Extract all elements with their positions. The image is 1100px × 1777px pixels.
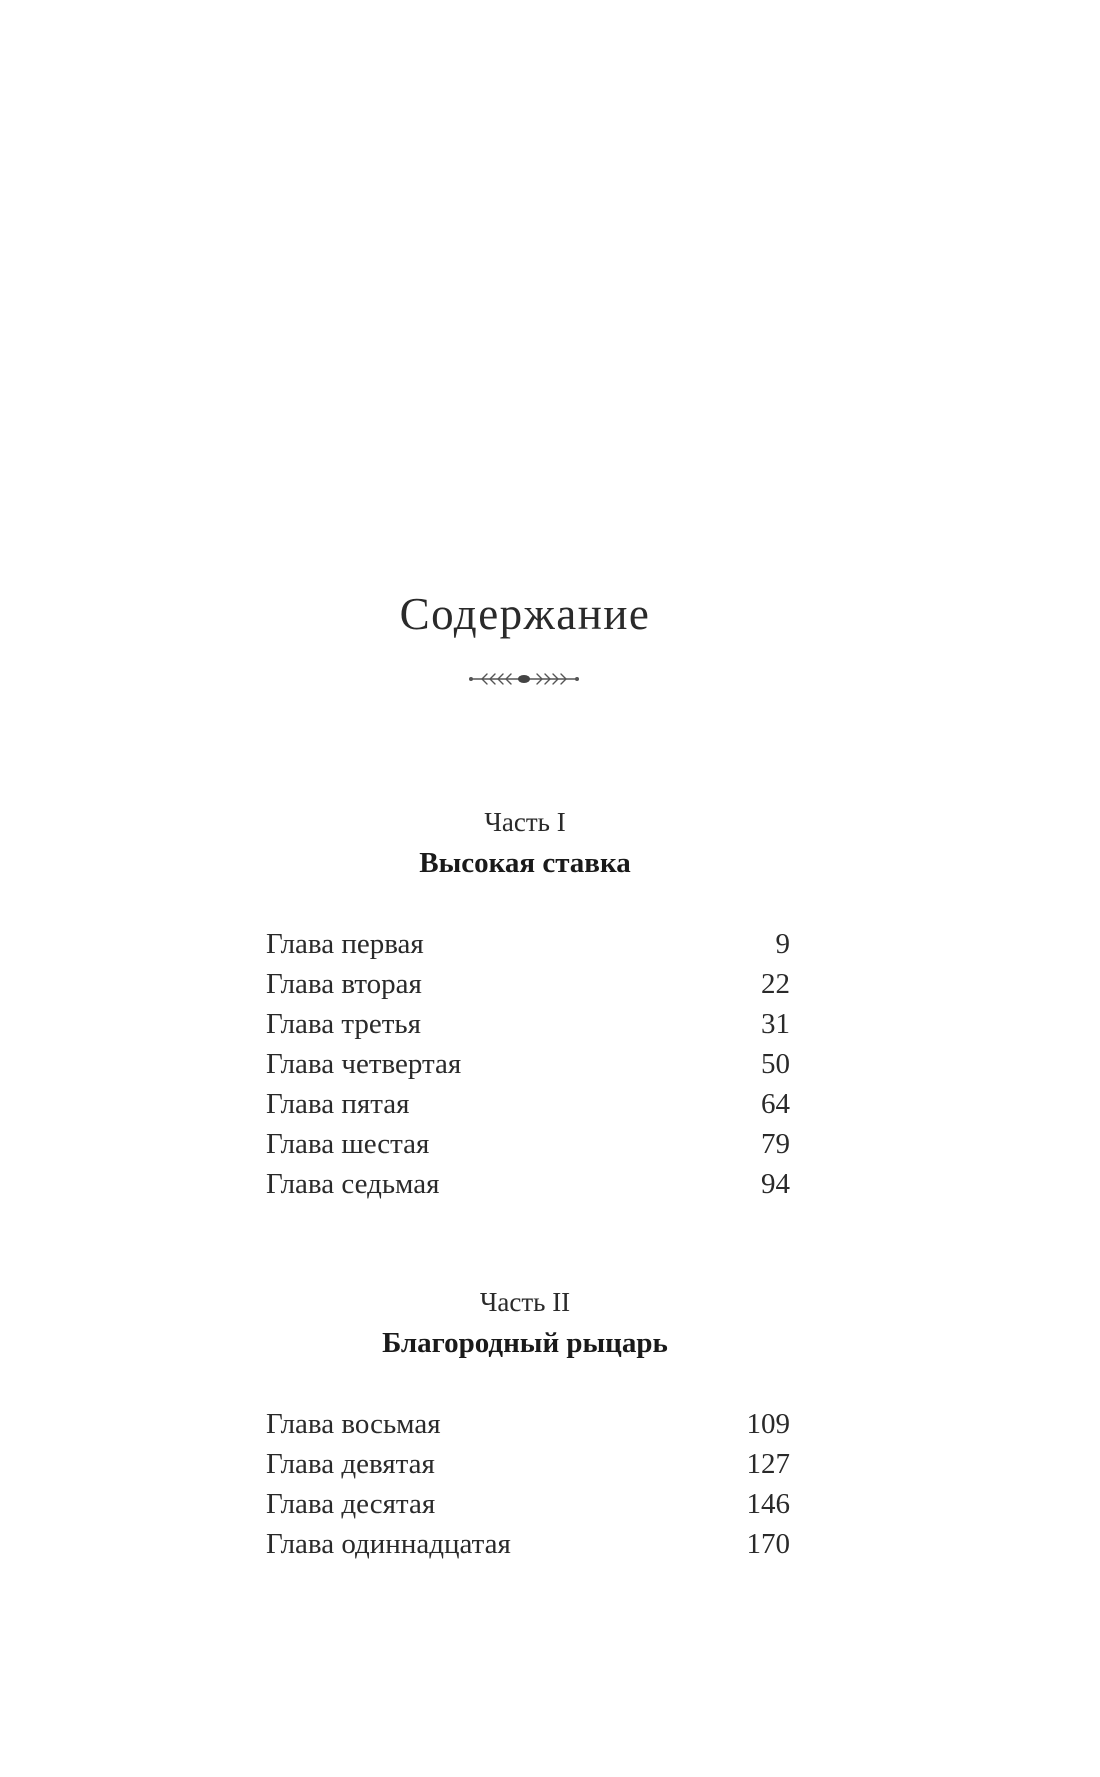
part-1-chapter-list — [266, 924, 790, 1204]
page-title: Содержание — [399, 589, 651, 639]
page-number: 94 — [761, 1168, 790, 1200]
toc-entry[interactable] — [266, 1124, 790, 1164]
chapter-title: Глава пятая — [266, 1088, 410, 1120]
toc-entry[interactable] — [266, 1004, 790, 1044]
page-number: 31 — [761, 1008, 790, 1040]
part-2-label: Часть II — [479, 1287, 571, 1317]
part-2-chapter-list — [266, 1404, 790, 1564]
toc-entry[interactable] — [266, 1484, 790, 1524]
chapter-title: Глава одиннадцатая — [266, 1528, 511, 1560]
toc-entry[interactable] — [266, 1084, 790, 1124]
leaf-vine-divider-icon — [468, 668, 580, 690]
toc-entry[interactable] — [266, 1164, 790, 1204]
toc-entry[interactable] — [266, 1444, 790, 1484]
chapter-title: Глава десятая — [266, 1488, 436, 1520]
chapter-title: Глава четвертая — [266, 1048, 462, 1080]
page-number: 127 — [746, 1448, 790, 1480]
chapter-title: Глава девятая — [266, 1448, 435, 1480]
page-number: 170 — [746, 1528, 790, 1560]
toc-entry[interactable] — [266, 924, 790, 964]
toc-entry[interactable] — [266, 1044, 790, 1084]
chapter-title: Глава седьмая — [266, 1168, 440, 1200]
page-number: 50 — [761, 1048, 790, 1080]
page-number: 9 — [775, 928, 790, 960]
part-1-title: Высокая ставка — [419, 847, 631, 879]
chapter-title: Глава восьмая — [266, 1408, 441, 1440]
page-number: 79 — [761, 1128, 790, 1160]
part-1-label: Часть I — [484, 807, 566, 837]
chapter-title: Глава шестая — [266, 1128, 430, 1160]
page-number: 22 — [761, 968, 790, 1000]
toc-entry[interactable] — [266, 1524, 790, 1564]
toc-entry[interactable] — [266, 964, 790, 1004]
chapter-title: Глава вторая — [266, 968, 422, 1000]
chapter-title: Глава первая — [266, 928, 424, 960]
page-number: 146 — [746, 1488, 790, 1520]
chapter-title: Глава третья — [266, 1008, 421, 1040]
page-number: 64 — [761, 1088, 790, 1120]
toc-entry[interactable] — [266, 1404, 790, 1444]
part-2-title: Благородный рыцарь — [382, 1327, 668, 1359]
page-number: 109 — [746, 1408, 790, 1440]
